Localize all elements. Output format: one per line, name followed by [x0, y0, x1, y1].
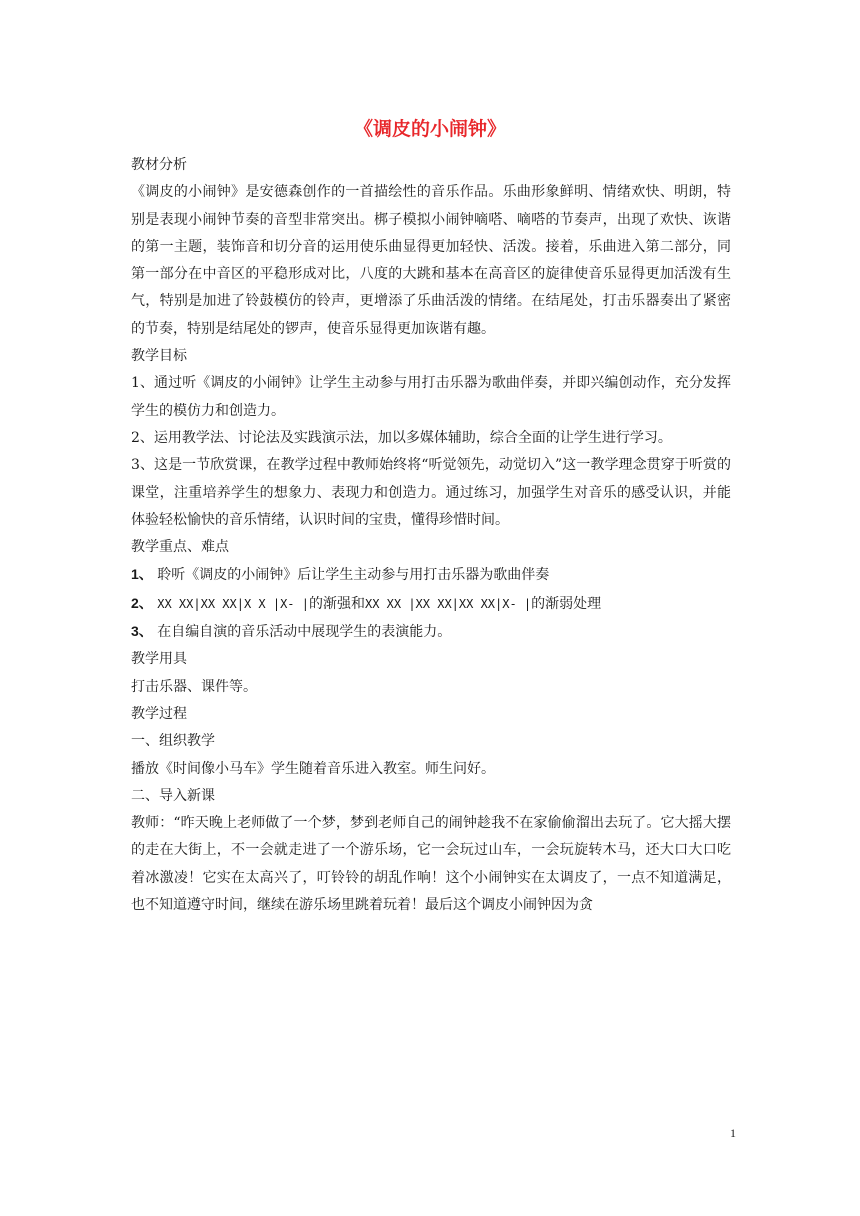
step-1-heading: 一、组织教学	[131, 733, 215, 750]
keypoint-3-number: 3、	[131, 623, 153, 640]
paragraph-goal-2: 2、运用教学法、讨论法及实践演示法，加以多媒体辅助，综合全面的让学生进行学习。	[131, 429, 672, 446]
section-heading-keypoints: 教学重点、难点	[131, 539, 229, 556]
keypoint-1-number: 1、	[131, 566, 153, 583]
page-number: 1	[730, 1126, 736, 1140]
section-heading-process: 教学过程	[131, 705, 187, 722]
step-1-text: 播放《时间像小马车》学生随着音乐进入教室。师生问好。	[131, 760, 495, 777]
section-heading-tools: 教学用具	[131, 651, 187, 668]
keypoint-1-text: 聆听《调皮的小闹钟》后让学生主动参与用打击乐器为歌曲伴奏	[157, 567, 550, 584]
rhythm-pattern-b: XX XX |XX XX|XX XX|X- |	[364, 596, 532, 611]
keypoint-2-end: 的渐弱处理	[531, 595, 602, 612]
page-title: 《调皮的小闹钟》	[353, 118, 506, 140]
keypoint-2-number: 2、	[131, 594, 153, 611]
rhythm-pattern-a: XX XX|XX XX|X X |X- |	[157, 596, 309, 611]
paragraph-analysis: 《调皮的小闹钟》是安德森创作的一首描绘性的音乐作品。乐曲形象鲜明、情绪欢快、明朗，特别是表现小闹钟节奏的音型非常突出。梆子模拟小闹钟嘀嗒、嘀嗒的节奏声，出现了欢快、诙谐的第一主题，装饰音和切分音的运用使乐曲显得更加轻快、活泼。接着，乐曲进入第二部分，同第一部分在中音区的平稳形成对比，八度的大跳和基本在高音区的旋律使音乐显得更加活泼有生气，特别是加进了铃鼓模仿的铃声，更增添了乐曲活泼的情绪。在结尾处，打击乐器奏出了紧密的节奏，特别是结尾处的锣声，使音乐显得更加诙谐有趣。	[131, 184, 731, 337]
paragraph-goal-1: 1、通过听《调皮的小闹钟》让学生主动参与用打击乐器为歌曲伴奏，并即兴编创动作，充分发挥学生的模仿力和创造力。	[131, 375, 731, 419]
keypoint-3	[131, 618, 731, 646]
step-2-heading: 二、导入新课	[131, 787, 215, 804]
paragraph-goal-3: 3、这是一节欣赏课，在教学过程中教师始终将“听觉领先，动觉切入”这一教学理念贯穿于听赏的课堂，注重培养学生的想象力、表现力和创造力。通过练习，加强学生对音乐的感受认识，并能体验轻松愉快的音乐情绪，认识时间的宝贵，懂得珍惜时间。	[131, 457, 731, 528]
paragraph-tools: 打击乐器、课件等。	[131, 678, 257, 695]
section-heading-goals: 教学目标	[131, 348, 187, 365]
document-body	[131, 152, 731, 919]
section-heading-analysis: 教材分析	[131, 157, 187, 173]
keypoint-3-text: 在自编自演的音乐活动中展现学生的表演能力。	[157, 624, 452, 641]
keypoint-1	[131, 561, 731, 589]
keypoint-2-mid: 的渐强和	[308, 595, 365, 612]
keypoint-2	[131, 590, 731, 618]
step-2-text: 教师：“昨天晚上老师做了一个梦，梦到老师自己的闹钟趁我不在家偷偷溜出去玩了。它大摇大摆的走在大街上，不一会就走进了一个游乐场，它一会玩过山车，一会玩旋转木马，还大口大口吃着冰激凌！它实在太高兴了，叮铃铃的胡乱作响！这个小闹钟实在太调皮了，一点不知道满足，也不知道遵守时间，继续在游乐场里跳着玩着！最后这个调皮小闹钟因为贪	[131, 815, 731, 914]
